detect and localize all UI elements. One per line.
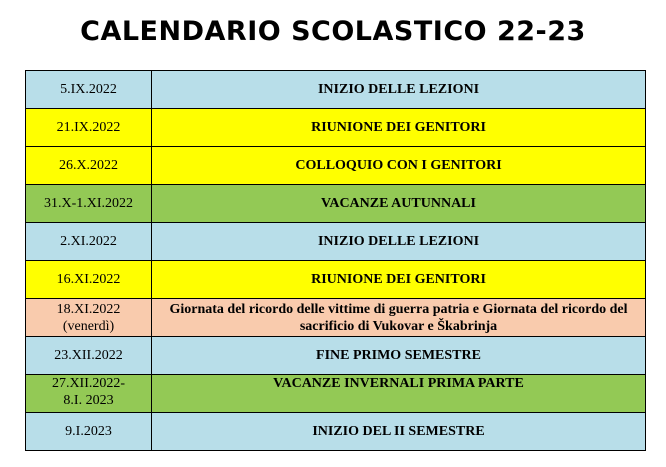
- date-cell: [26, 375, 152, 413]
- date-note: (venerdì): [62, 318, 115, 334]
- event-cell: Giornata del ricordo delle vittime di guerra patria e Giornata del ricordo del sacrificio di Vukovar e Škabrinja: [152, 299, 646, 337]
- date-text: 26.X.2022: [58, 158, 119, 173]
- date-text: 27.XII.2022-: [51, 376, 126, 391]
- date-text: 5.IX.2022: [60, 82, 117, 97]
- date-cell: [26, 299, 152, 337]
- date-text: 2.XI.2022: [60, 234, 117, 249]
- calendar-row: [26, 375, 646, 413]
- date-cell: [26, 223, 152, 261]
- date-text: 18.XI.2022: [56, 301, 121, 317]
- event-cell: VACANZE INVERNALI PRIMA PARTE: [152, 375, 646, 413]
- calendar-row: [26, 147, 646, 185]
- date-cell: [26, 71, 152, 109]
- calendar-row: [26, 413, 646, 451]
- event-cell: RIUNIONE DEI GENITORI: [152, 261, 646, 299]
- calendar-row: [26, 109, 646, 147]
- date-cell: [26, 109, 152, 147]
- date-cell: [26, 337, 152, 375]
- event-cell: RIUNIONE DEI GENITORI: [152, 109, 646, 147]
- school-calendar-table: [25, 70, 646, 451]
- date-note: 8.I. 2023: [63, 393, 114, 408]
- event-cell: INIZIO DELLE LEZIONI: [152, 71, 646, 109]
- event-cell: INIZIO DEL II SEMESTRE: [152, 413, 646, 451]
- date-cell: [26, 185, 152, 223]
- date-text: 23.XII.2022: [54, 348, 123, 363]
- date-text: 21.IX.2022: [56, 120, 121, 135]
- event-cell: VACANZE AUTUNNALI: [152, 185, 646, 223]
- event-cell: INIZIO DELLE LEZIONI: [152, 223, 646, 261]
- date-cell: [26, 261, 152, 299]
- date-cell: [26, 147, 152, 185]
- date-text: 9.I.2023: [65, 424, 112, 439]
- calendar-row: [26, 71, 646, 109]
- event-cell: FINE PRIMO SEMESTRE: [152, 337, 646, 375]
- date-cell: [26, 413, 152, 451]
- calendar-row: [26, 185, 646, 223]
- calendar-row: [26, 223, 646, 261]
- calendar-row: [26, 299, 646, 337]
- page-title: CALENDARIO SCOLASTICO 22-23: [80, 16, 586, 47]
- calendar-row: [26, 261, 646, 299]
- date-text: 16.XI.2022: [56, 272, 121, 287]
- event-cell: COLLOQUIO CON I GENITORI: [152, 147, 646, 185]
- calendar-row: [26, 337, 646, 375]
- date-text: 31.X-1.XI.2022: [43, 196, 134, 211]
